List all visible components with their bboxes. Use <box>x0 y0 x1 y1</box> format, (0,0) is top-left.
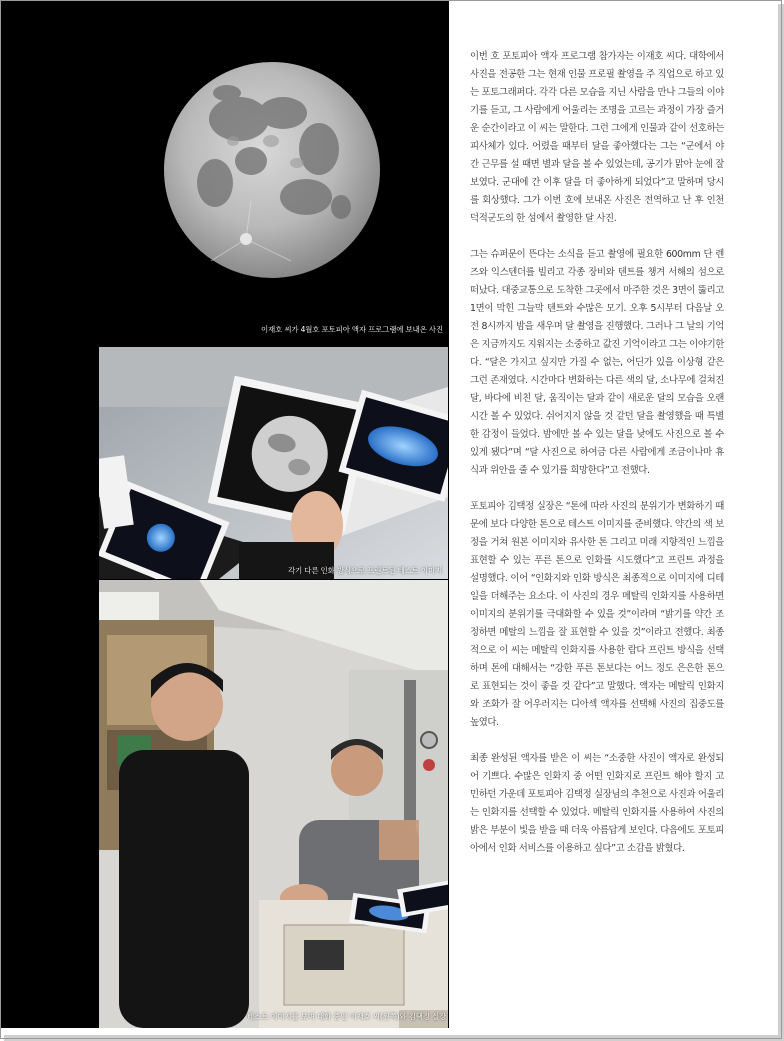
page-shadow-bottom <box>4 1035 784 1041</box>
article-body <box>470 48 724 876</box>
meeting-caption: 테스트 이미지를 보며 대화 중인 이재호 씨(왼쪽)와 김택정 실장 <box>247 1012 447 1021</box>
moon-caption: 이재호 씨가 4월호 포토피아 액자 프로그램에 보내온 사진 <box>261 325 443 334</box>
meeting-image <box>99 580 448 1028</box>
article-paragraph-1: 이번 호 포토피아 액자 프로그램 참가자는 이재호 씨다. 대학에서 사진을 전공한 그는 현재 인물 프로필 촬영을 주 직업으로 하고 있는 포토그래퍼다. 각각 다른 모습을 지닌 사람을 만나 그들의 이야기를 듣고, 그 사람에게 어울리는 조명을 고르는 과정이 가장 즐거운 순간이라고 이 씨는 말한다. 그런 그에게 인물과 같이 선호하는 피사체가 있다. 어렸을 때부터 달을 좋아했다는 그는 “군에서 야간 근무를 설 때면 별과 달을 볼 수 있었는데, 공기가 맑아 눈에 잘 보였다. 군대에 간 이후 달을 더 좋아하게 되었다”고 말하며 당시를 회상했다. 그가 이번 호에 보내온 사진은 전역하고 난 후 인천 덕적군도의 한 섬에서 촬영한 달 사진. <box>470 51 724 224</box>
moon-image <box>1 1 449 346</box>
article-paragraph-3: 포토피아 김택정 실장은 “톤에 따라 사진의 분위기가 변화하기 때문에 보다 다양한 톤으로 테스트 이미지를 준비했다. 약간의 색 보정을 거쳐 원본 이미지와 유사한 톤 그리고 미래 지향적인 느낌을 표현할 수 있는 푸른 톤으로 인화를 시도했다”고 프린트 과정을 설명했다. 이어 “인화지와 인화 방식은 최종적으로 이미지에 디테일을 더해주는 요소다. 이 사진의 경우 메탈릭 인화지를 사용하면 이미지의 분위기를 극대화할 수 있을 것”이라며 “밝기를 약간 조정하면 메탈의 느낌을 잘 표현할 수 있을 것”이라고 전했다. 최종적으로 이 씨는 메탈릭 인화지를 사용한 람다 프린트 방식을 선택하며 톤에 대해서는 “강한 푸른 톤보다는 어느 정도 은은한 톤으로 표현되는 것이 좋을 것 같다”고 말했다. 액자는 메탈릭 인화지와 조화가 잘 어우러지는 디아섹 액자를 선택해 사진의 집중도를 높였다. <box>470 501 724 728</box>
article-paragraph-2: 그는 슈퍼문이 뜬다는 소식을 듣고 촬영에 필요한 600mm 단 렌즈와 익스텐더를 빌리고 각종 장비와 텐트를 챙겨 서해의 섬으로 떠났다. 대중교통으로 도착한 그곳에서 마주한 것은 3면이 뚫리고 1면이 막힌 그늘막 텐트와 수많은 모기. 오후 5시부터 다음날 오전 8시까지 밤을 새우며 달 촬영을 진행했다. 그러나 그 날의 기억은 지금까지도 지워지는 소중하고 값진 기억이라고 그는 이야기한다. “달은 가지고 싶지만 가질 수 없는, 어딘가 있을 이상형 같은 그런 존재였다. 시간마다 변화하는 다른 색의 달, 소나무에 걸쳐진 달, 바다에 비친 달, 움직이는 달과 같이 새로운 달의 모습을 오랜 시간 볼 수 있었다. 쉬어지지 않을 것 같던 달을 촬영했을 때 특별한 감정이 들었다. 밤에만 볼 수 있는 달을 낮에도 사진으로 볼 수 있게 됐다”며 “달 사진으로 하여금 다른 사람에게 조금이나마 휴식과 위안을 줄 수 있기를 희망한다”고 전했다. <box>470 249 724 476</box>
article-paragraph-4: 최종 완성된 액자를 받은 이 씨는 “소중한 사진이 액자로 완성되어 기쁘다. 수많은 인화지 중 어떤 인화지로 프린트 해야 할지 고민하던 가운데 포토피아 김택정 실장님의 추천으로 사진과 어울리는 인화지를 선택할 수 있었다. 메탈릭 인화지를 사용하여 사진의 밝은 부분이 빛을 받을 때 더욱 아름답게 보인다. 다음에도 포토피아에서 인화 서비스를 이용하고 싶다”고 소감을 밝혔다. <box>470 753 724 854</box>
prints-image <box>99 347 448 579</box>
page-shadow-right <box>778 4 784 1041</box>
meeting-photo <box>99 580 448 1028</box>
prints-photo <box>99 347 448 579</box>
moon-photo <box>1 1 449 346</box>
prints-caption: 각기 다른 인화 방식으로 프린트된 테스트 이미지 <box>288 566 443 575</box>
